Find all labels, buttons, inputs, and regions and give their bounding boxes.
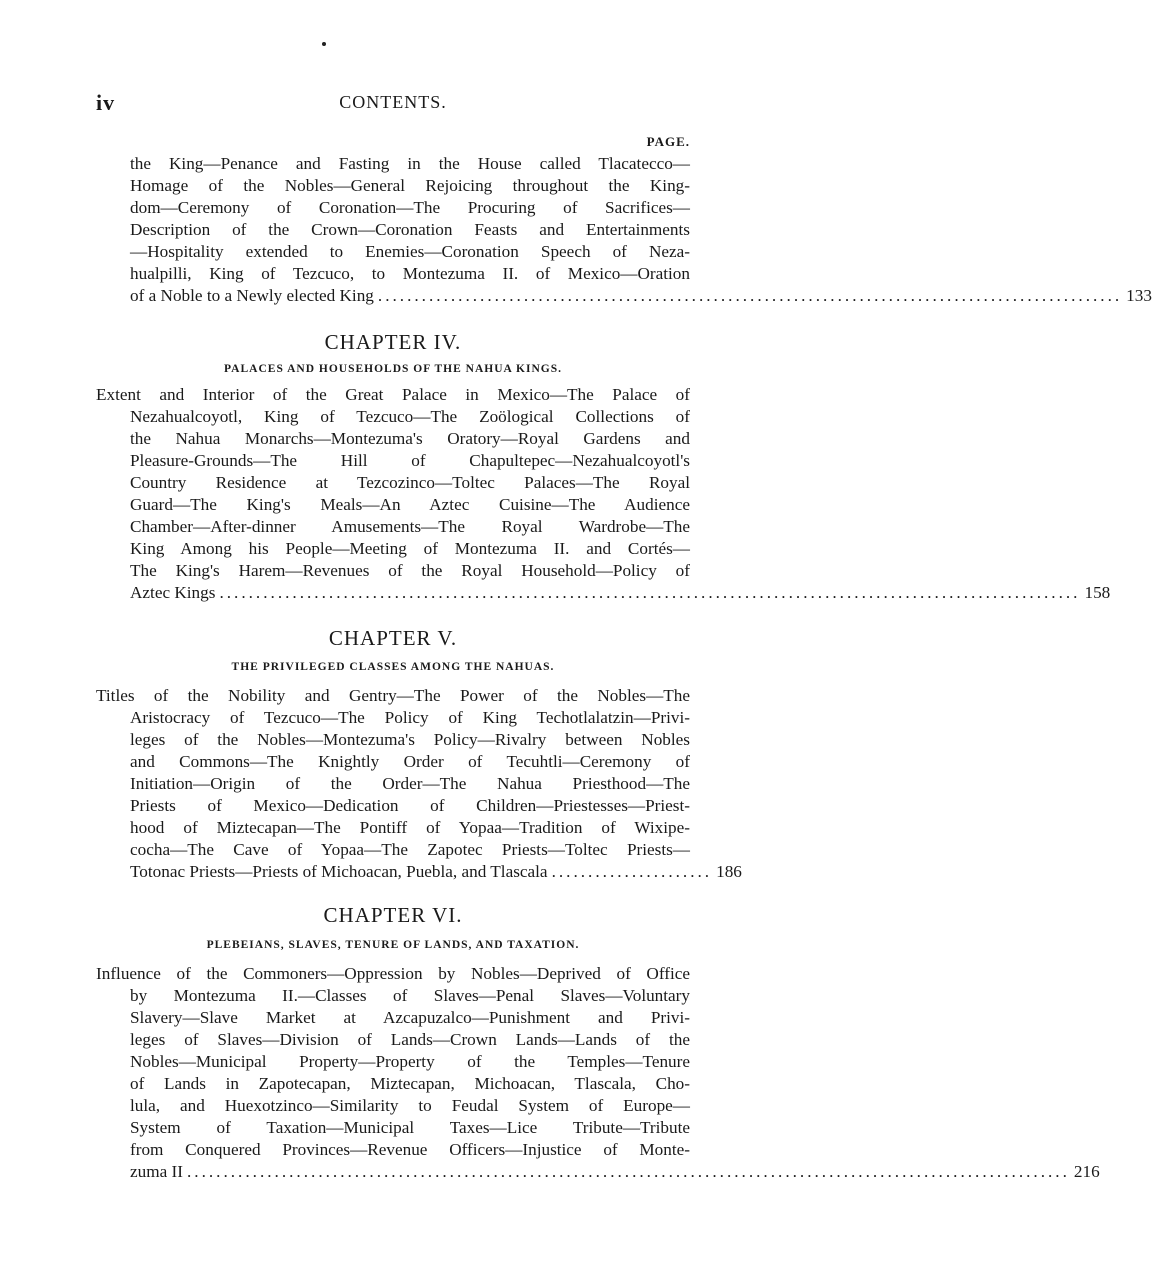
- entry-line: Initiation—Origin of the Order—The Nahua Priesthood—The: [130, 774, 690, 793]
- page-folio: iv: [96, 90, 116, 115]
- entry-line: cocha—The Cave of Yopaa—The Zapotec Priests—Toltec Priests—: [130, 840, 690, 859]
- chapter-title: CHAPTER VI.: [323, 903, 463, 927]
- entry-line: Pleasure-Grounds—The Hill of Chapultepec—Nezahualcoyotl's: [130, 451, 690, 470]
- entry-line: Nobles—Municipal Property—Property of the Temples—Tenure: [130, 1052, 690, 1071]
- toc-entry: [96, 685, 742, 883]
- leader-dots: ......................................................................................................: [377, 286, 1123, 305]
- entry-line: of Lands in Zapotecapan, Miztecapan, Michoacan, Tlascala, Cho-: [130, 1074, 690, 1093]
- toc-entry: [96, 384, 1111, 604]
- entry-line: leges of the Nobles—Montezuma's Policy—Rivalry between Nobles: [130, 730, 690, 749]
- entry-line: Description of the Crown—Coronation Feasts and Entertainments: [130, 220, 690, 239]
- entry-line: hood of Miztecapan—The Pontiff of Yopaa—Tradition of Wixipe-: [130, 818, 690, 837]
- entry-line: Slavery—Slave Market at Azcapuzalco—Punishment and Privi-: [130, 1008, 690, 1027]
- entry-line: Nezahualcoyotl, King of Tezcuco—The Zoölogical Collections of: [130, 407, 690, 426]
- entry-line: System of Taxation—Municipal Taxes—Lice Tribute—Tribute: [130, 1118, 690, 1137]
- entry-line: lula, and Huexotzinco—Similarity to Feudal System of Europe—: [130, 1096, 690, 1115]
- entry-line: The King's Harem—Revenues of the Royal Household—Policy of: [130, 561, 690, 580]
- leader-dots: ......................................................................................................................: [219, 583, 1081, 602]
- leader-dots: ......................: [551, 862, 713, 881]
- entry-line: Chamber—After-dinner Amusements—The Royal Wardrobe—The: [130, 517, 690, 536]
- ink-speck: [322, 42, 326, 46]
- entry-line: from Conquered Provinces—Revenue Officers—Injustice of Monte-: [130, 1140, 690, 1159]
- page-number: 158: [1084, 583, 1111, 602]
- chapter-title: CHAPTER V.: [328, 626, 458, 650]
- entry-line: the King—Penance and Fasting in the House called Tlacatecco—: [130, 154, 690, 173]
- leader-dots: .........................................................................................................................: [186, 1162, 1070, 1181]
- entry-line: —Hospitality extended to Enemies—Coronation Speech of Neza-: [130, 242, 690, 261]
- entry-line: Titles of the Nobility and Gentry—The Power of the Nobles—The: [96, 686, 690, 705]
- entry-line: of a Noble to a Newly elected King: [130, 286, 374, 305]
- entry-line: Aztec Kings: [130, 583, 216, 602]
- entry-line: leges of Slaves—Division of Lands—Crown Lands—Lands of the: [130, 1030, 690, 1049]
- entry-last-line: [96, 285, 1152, 307]
- page-column-label: PAGE.: [646, 134, 690, 149]
- chapter-subtitle: PLEBEIANS, SLAVES, TENURE OF LANDS, AND TAXATION.: [206, 939, 580, 951]
- entry-line: King Among his People—Meeting of Montezuma II. and Cortés—: [130, 539, 690, 558]
- running-head: [96, 90, 690, 120]
- entry-line: dom—Ceremony of Coronation—The Procuring of Sacrifices—: [130, 198, 690, 217]
- entry-line: by Montezuma II.—Classes of Slaves—Penal Slaves—Voluntary: [130, 986, 690, 1005]
- entry-line: and Commons—The Knightly Order of Tecuhtli—Ceremony of: [130, 752, 690, 771]
- entry-line: Influence of the Commoners—Oppression by Nobles—Deprived of Office: [96, 964, 690, 983]
- running-title: CONTENTS.: [339, 92, 447, 112]
- page-number: 186: [716, 862, 742, 881]
- entry-line: hualpilli, King of Tezcuco, to Montezuma II. of Mexico—Oration: [130, 264, 690, 283]
- entry-line: Extent and Interior of the Great Palace in Mexico—The Palace of: [96, 385, 690, 404]
- chapter-subtitle: PALACES AND HOUSEHOLDS OF THE NAHUA KINGS.: [224, 363, 562, 375]
- entry-line: Totonac Priests—Priests of Michoacan, Puebla, and Tlascala: [130, 862, 548, 881]
- chapter-subtitle: THE PRIVILEGED CLASSES AMONG THE NAHUAS.: [231, 661, 555, 673]
- entry-line: Homage of the Nobles—General Rejoicing throughout the King-: [130, 176, 690, 195]
- entry-line: Guard—The King's Meals—An Aztec Cuisine—The Audience: [130, 495, 690, 514]
- entry-last-line: [96, 1161, 1100, 1183]
- entry-line: Country Residence at Tezcozinco—Toltec Palaces—The Royal: [130, 473, 690, 492]
- toc-entry-continued: [96, 153, 1152, 307]
- toc-entry: [96, 963, 1100, 1183]
- entry-last-line: [96, 582, 1111, 604]
- entry-line: Priests of Mexico—Dedication of Children—Priestesses—Priest-: [130, 796, 690, 815]
- entry-last-line: [96, 861, 742, 883]
- entry-line: the Nahua Monarchs—Montezuma's Oratory—Royal Gardens and: [130, 429, 690, 448]
- entry-line: Aristocracy of Tezcuco—The Policy of King Techotlalatzin—Privi-: [130, 708, 690, 727]
- entry-line: zuma II: [130, 1162, 183, 1181]
- page-number: 216: [1073, 1162, 1100, 1181]
- chapter-title: CHAPTER IV.: [324, 330, 462, 354]
- page-number: 133: [1126, 286, 1152, 305]
